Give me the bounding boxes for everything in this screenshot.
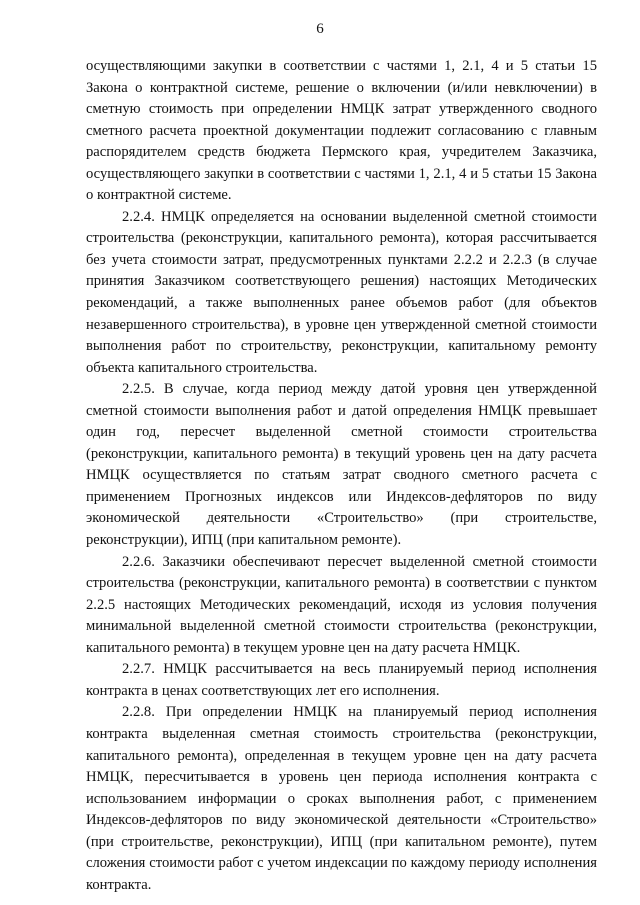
paragraph-2-2-6: 2.2.6. Заказчики обеспечивают пересчет выделенной сметной стоимости строительства (реконструкции, капитального ремонта) в соответствии с пунктом 2.2.5 настоящих Методических рекомендаций, исходя из условия получения минимальной выделенной сметной стоимости строительства (реконструкции, капитального ремонта) в текущем уровне цен на дату расчета НМЦК. — [86, 553, 597, 656]
page-number: 6 — [316, 21, 324, 37]
paragraph-2-2-5: 2.2.5. В случае, когда период между датой уровня цен утвержденной сметной стоимости выполнения работ и датой определения НМЦК превышает один год, пересчет выделенной сметной стоимости строительства (реконструкции, капитального ремонта) в текущий уровень цен на дату расчета НМЦК осуществляется по статьям затрат сводного сметного расчета с применением Прогнозных индексов или Индексов-дефляторов по виду экономической деятельности «Строительство» (при строительстве, реконструкции), ИПЦ (при капитальном ремонте). — [86, 381, 597, 549]
paragraph-2-2-4: 2.2.4. НМЦК определяется на основании выделенной сметной стоимости строительства (реконструкции, капитального ремонта), которая рассчитывается без учета стоимости затрат, предусмотренных пунктами 2.2.2 и 2.2.3 (в случае принятия Заказчиком соответствующего решения) настоящих Методических рекомендаций, а также выполненных ранее объемов работ (для объектов незавершенного строительства), в уровне цен утвержденной сметной стоимости выполнения работ по строительству, реконструкции, капитальному ремонту объекта капитального строительства. — [86, 208, 597, 376]
paragraph-2-2-7: 2.2.7. НМЦК рассчитывается на весь планируемый период исполнения контракта в ценах соответствующих лет его исполнения. — [86, 661, 597, 699]
paragraph-continuation: осуществляющими закупки в соответствии с частями 1, 2.1, 4 и 5 статьи 15 Закона о контрактной системе, решение о включении (и/или невключении) в сметную стоимость при определении НМЦК затрат утвержденного сводного сметного расчета проектной документации подлежит согласованию с главным распорядителем средств бюджета Пермского края, учредителем Заказчика, осуществляющего закупки в соответствии с частями 1, 2.1, 4 и 5 статьи 15 Закона о контрактной системе. — [86, 58, 597, 204]
document-body — [86, 56, 597, 896]
paragraph-2-2-8: 2.2.8. При определении НМЦК на планируемый период исполнения контракта выделенная сметная стоимость строительства (реконструкции, капитального ремонта), определенная в текущем уровне цен на дату расчета НМЦК, пересчитывается в уровень цен периода исполнения контракта с использованием информации о сроках выполнения работ, с применением Индексов-дефляторов по виду экономической деятельности «Строительство» (при строительстве, реконструкции), ИПЦ (при капитальном ремонте), путем сложения стоимости работ с учетом индексации по каждому периоду исполнения контракта. — [86, 704, 597, 893]
